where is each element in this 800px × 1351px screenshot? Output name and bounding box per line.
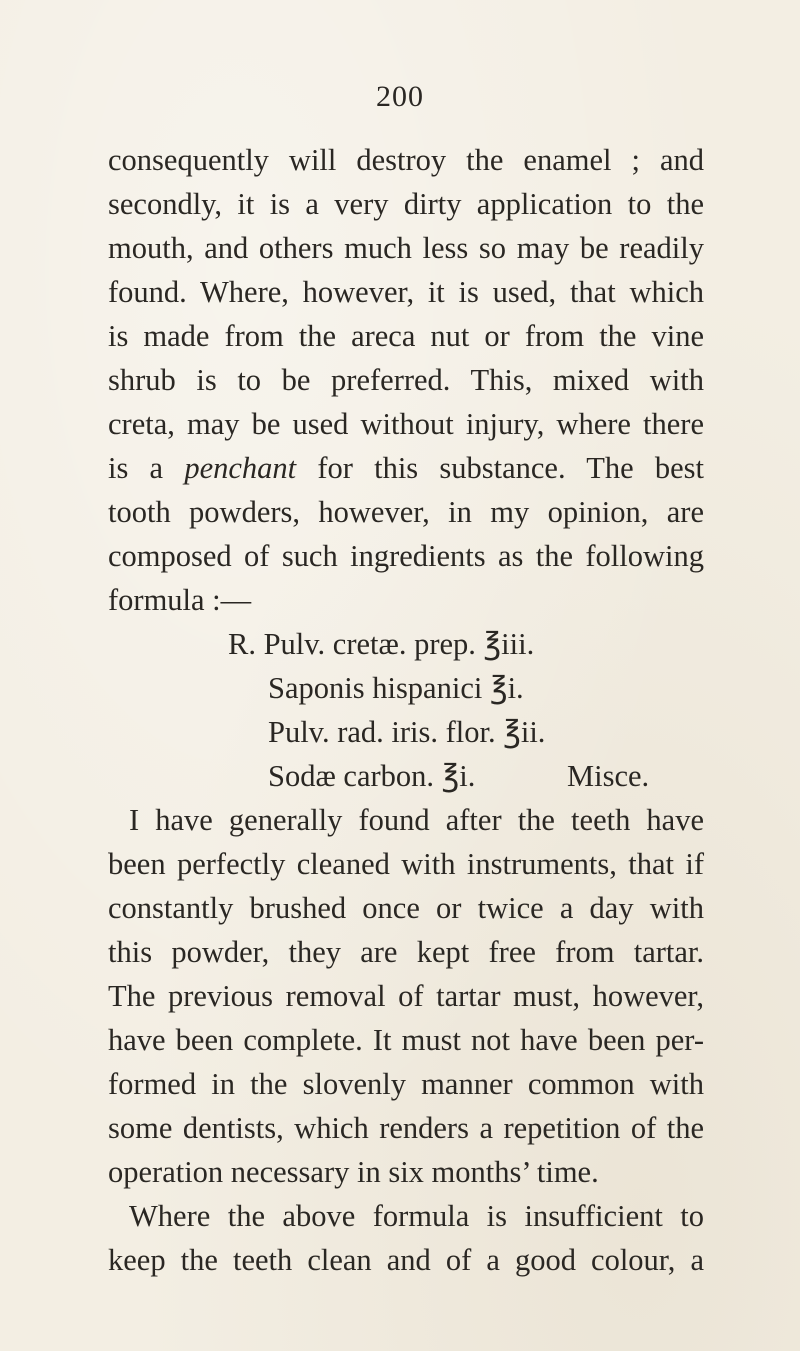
text-segment: is a: [108, 451, 185, 485]
text-line: constantly brushed once or twice a day with: [108, 891, 704, 925]
text-line: composed of such ingredients as the following: [108, 539, 704, 573]
text-line: have been complete. It must not have been per-: [108, 1023, 704, 1057]
text-line: Where the above formula is insufficient to: [129, 1199, 704, 1233]
text-line: formula :—: [108, 583, 252, 617]
formula-line: Sodæ carbon. ℥i.: [268, 759, 476, 793]
text-line: consequently will destroy the enamel ; and: [108, 143, 704, 177]
text-line: operation necessary in six months’ time.: [108, 1155, 599, 1189]
text-line: is made from the areca nut or from the vine: [108, 319, 704, 353]
text-line: tooth powders, however, in my opinion, are: [108, 495, 704, 529]
text-line: shrub is to be preferred. This, mixed with: [108, 363, 704, 397]
page-number: 200: [376, 80, 424, 113]
text-line: I have generally found after the teeth have: [129, 803, 704, 837]
text-line: [108, 446, 704, 490]
text-segment: for this substance. The best: [296, 451, 705, 485]
text-line: creta, may be used without injury, where there: [108, 407, 704, 441]
text-line: this powder, they are kept free from tartar.: [108, 935, 704, 969]
formula-line: Pulv. rad. iris. flor. ℥ii.: [268, 715, 546, 749]
text-line: mouth, and others much less so may be readily: [108, 231, 704, 265]
italic-word: penchant: [184, 451, 297, 485]
formula-line: R. Pulv. cretæ. prep. ℥iii.: [228, 627, 535, 661]
text-line: found. Where, however, it is used, that which: [108, 275, 704, 309]
text-line: some dentists, which renders a repetition of the: [108, 1111, 704, 1145]
text-line: secondly, it is a very dirty application to the: [108, 187, 704, 221]
formula-line: Saponis hispanici ℥i.: [268, 671, 524, 705]
formula-misce: Misce.: [567, 759, 650, 793]
text-line: keep the teeth clean and of a good colour, a: [108, 1243, 704, 1277]
text-line: The previous removal of tartar must, however,: [108, 979, 704, 1013]
text-line: formed in the slovenly manner common with: [108, 1067, 704, 1101]
text-line: been perfectly cleaned with instruments, that if: [108, 847, 704, 881]
